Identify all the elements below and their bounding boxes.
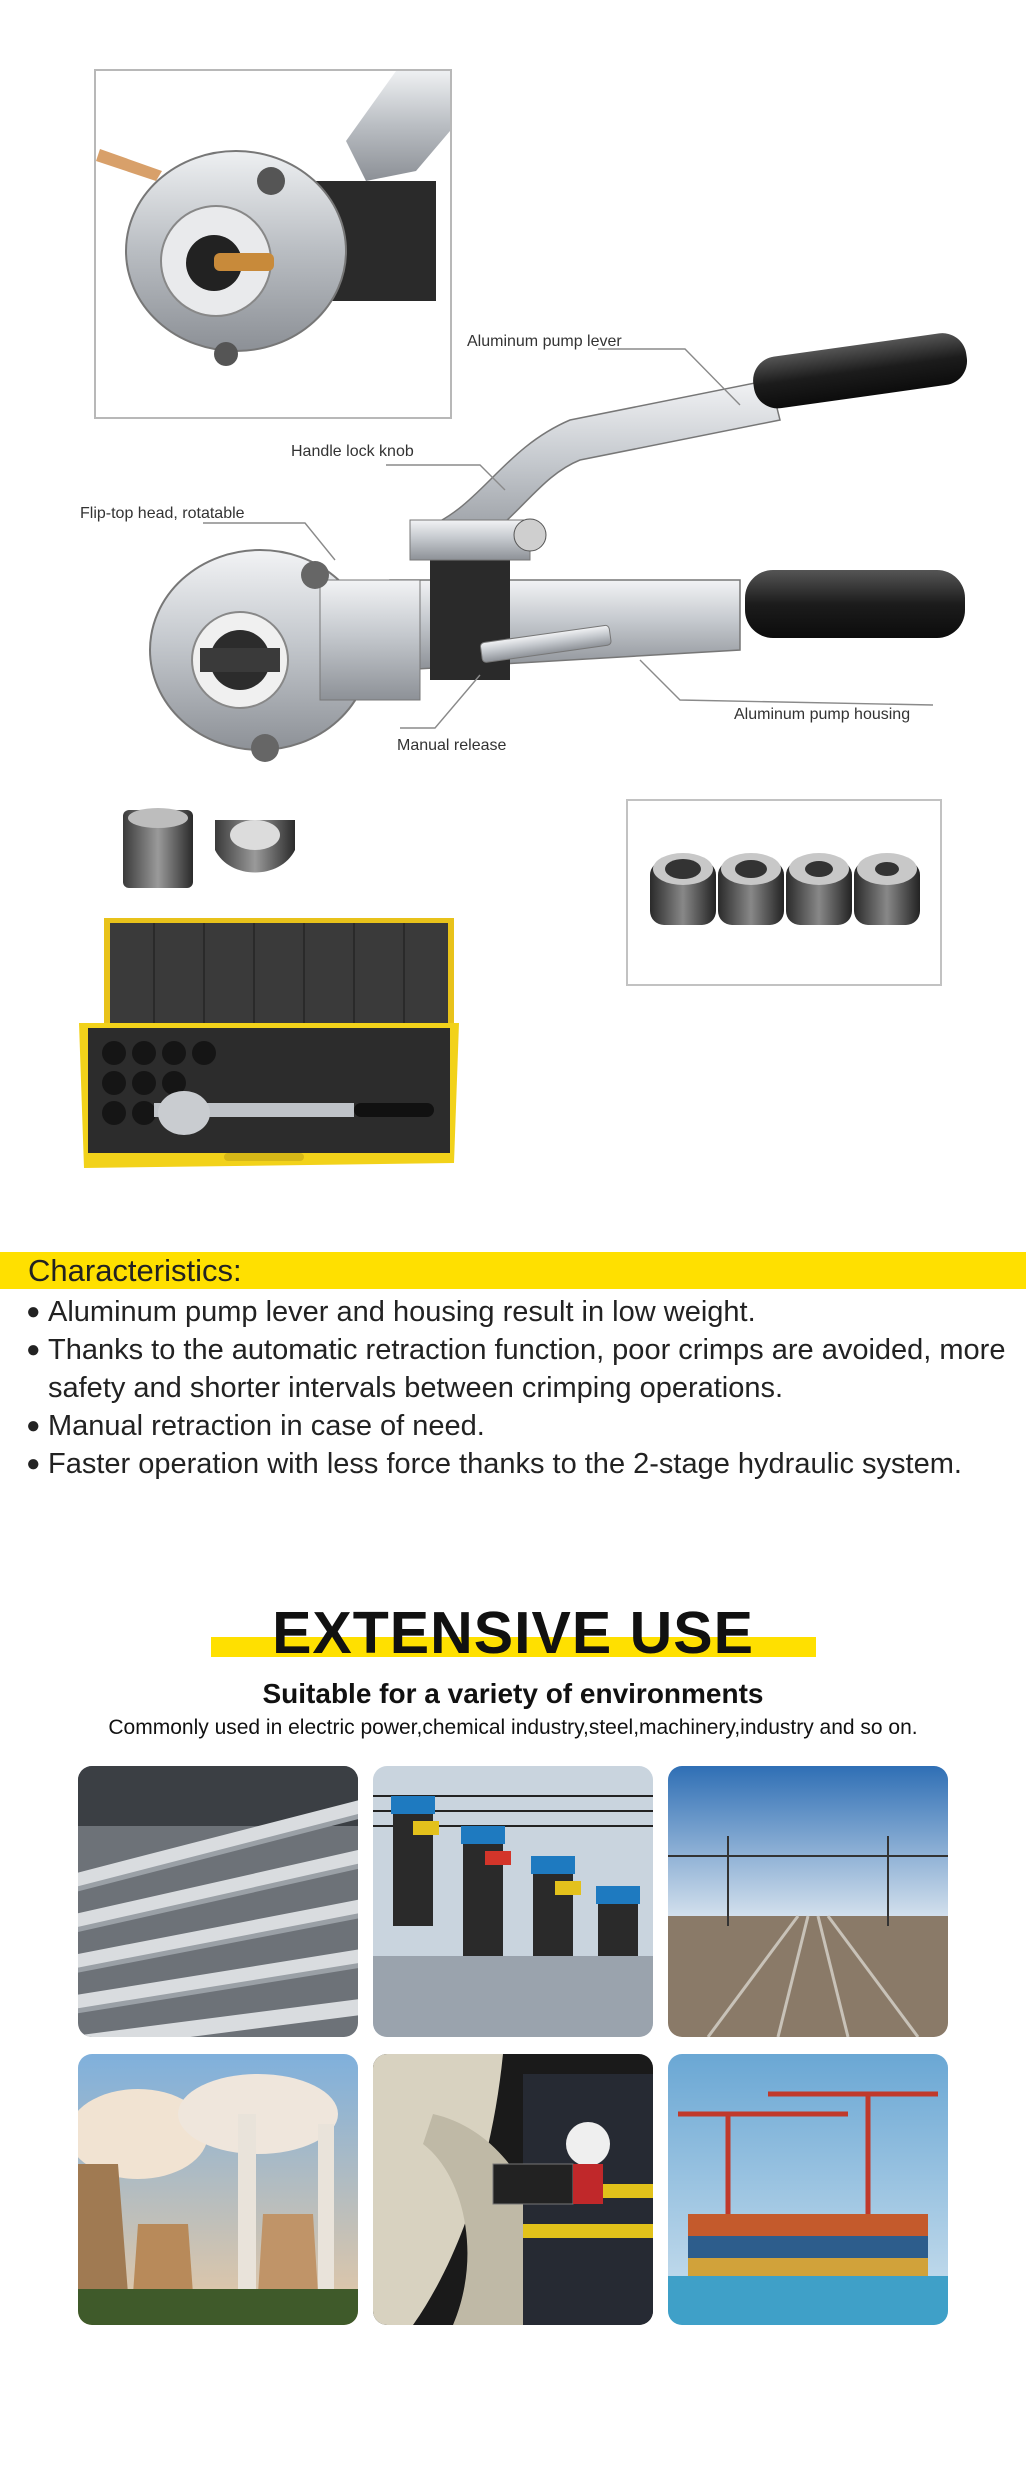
tile-pipes-photo [78,1766,358,2037]
callout-manual-release: Manual release [397,737,507,754]
bullet: ● [26,1412,41,1439]
tile-port-cranes-photo [668,2054,948,2325]
list-item: ● Manual retraction in case of need. [26,1407,1016,1445]
tile-power-equipment-photo [373,1766,653,2037]
carrying-case-photo [74,913,464,1178]
dies-set-photo [626,799,942,986]
bullet: ● [26,1450,41,1477]
list-item: ● Thanks to the automatic retraction function, poor crimps are avoided, more safety and shorter intervals between crimping operations. [26,1331,1016,1407]
callout-pump-housing: Aluminum pump housing [734,706,911,723]
characteristics-title: Characteristics: [28,1253,242,1288]
die-pieces-photo [115,800,305,895]
characteristics-list [26,1293,1016,1483]
tile-power-plant-photo [78,2054,358,2325]
tile-worker-photo [373,2054,653,2325]
list-item: ● Faster operation with less force thanks to the 2-stage hydraulic system. [26,1445,1016,1483]
bullet: ● [26,1336,41,1363]
extensive-use-subtitle: Suitable for a variety of environments [262,1678,764,1709]
bullet: ● [26,1298,41,1325]
extensive-use-description: Commonly used in electric power,chemical industry,steel,machinery,industry and so on. [108,1716,918,1739]
extensive-use-title: EXTENSIVE USE [272,1600,754,1666]
callout-pump-lever: Aluminum pump lever [467,333,622,350]
callout-lock-knob: Handle lock knob [291,443,414,460]
callout-flip-head: Flip-top head, rotatable [80,505,245,522]
tile-railway-photo [668,1766,948,2037]
list-item: ● Aluminum pump lever and housing result in low weight. [26,1293,1016,1331]
